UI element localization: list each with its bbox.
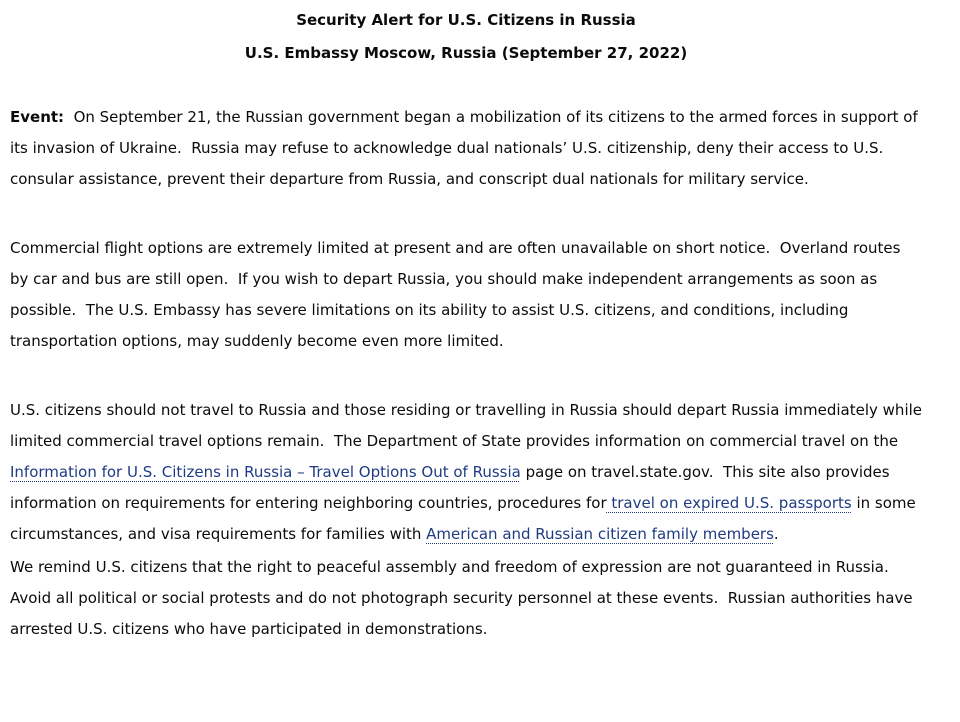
flight-options-text: Commercial flight options are extremely limited at present and are often unavailable on short notice. Overland routes by car and bus are still open. If you wish to depart Russia, you should make independent arrangements as soon as possible. The U.S. Embassy has severe limitations on its ability to assist U.S. citizens, and conditions, including transportation options, may suddenly become even more limited. xyxy=(10,239,906,350)
document-subtitle: U.S. Embassy Moscow, Russia (September 27, 2022) xyxy=(244,44,688,62)
link-travel-on-expired-passports[interactable]: travel on expired U.S. passports xyxy=(606,494,852,512)
paragraph-travel-advice xyxy=(10,395,927,550)
travel-advice-text-2: page on travel.state.gov. This site also provides information on requirements for entering neighboring countries, procedures for xyxy=(10,463,895,512)
paragraph-flight-options xyxy=(10,233,922,357)
paragraph-event xyxy=(10,102,922,195)
protests-warning-text: We remind U.S. citizens that the right to peaceful assembly and freedom of expression are not guaranteed in Russia. Avoid all political or social protests and do not photograph security personnel at these events. Russian authorities have arrested U.S. citizens who have participated in demonstrations. xyxy=(10,558,918,638)
travel-advice-text-4: . xyxy=(773,525,779,543)
document-title: Security Alert for U.S. Citizens in Russia xyxy=(296,11,636,29)
event-text: On September 21, the Russian government began a mobilization of its citizens to the armed forces in support of its invasion of Ukraine. Russia may refuse to acknowledge dual nationals’ U.S. citizenship, deny their access to U.S. consular assistance, prevent their departure from Russia, and conscript dual nationals for military service. xyxy=(10,108,923,188)
travel-advice-text-1: U.S. citizens should not travel to Russia and those residing or travelling in Russia should depart Russia immediately while limited commercial travel options remain. The Department of State provides information on commercial travel on the xyxy=(10,401,927,450)
link-travel-options-out-of-russia[interactable]: Information for U.S. Citizens in Russia – Travel Options Out of Russia xyxy=(10,463,521,481)
event-label: Event: xyxy=(10,108,65,126)
travel-advice-text-3: in some circumstances, and visa requirements for families with xyxy=(10,494,921,543)
paragraph-protests-warning xyxy=(10,552,922,645)
link-american-russian-family-members[interactable]: American and Russian citizen family members xyxy=(426,525,774,543)
